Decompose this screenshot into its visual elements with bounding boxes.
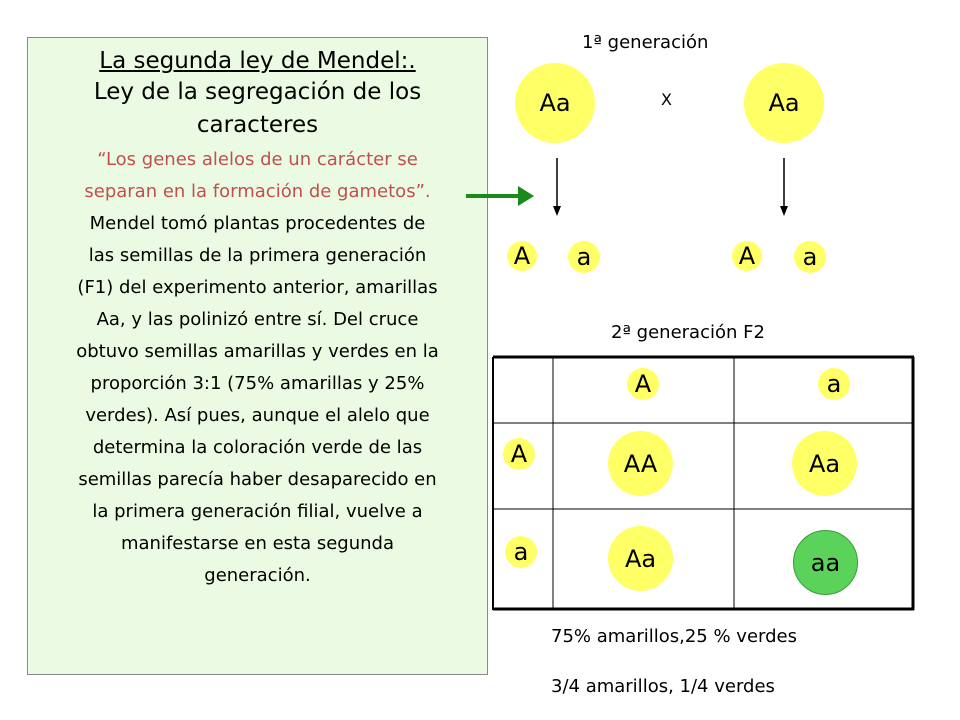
body-line: verdes). Así pues, aunque el alelo que <box>85 405 430 426</box>
body-line: generación. <box>204 565 311 586</box>
body-line: manifestarse en esta segunda <box>120 533 395 554</box>
title-line-1: La segunda ley de Mendel:. <box>99 48 416 74</box>
result-fraction: 3/4 amarillos, 1/4 verdes <box>551 676 775 697</box>
gen1-label: 1ª generación <box>582 32 709 53</box>
cell-circle-Aa: Aa <box>792 431 857 496</box>
body-line: proporción 3:1 (75% amarillas y 25% <box>90 373 425 394</box>
title-line-3: caracteres <box>196 112 319 138</box>
title-line-2: Ley de la segregación de los <box>93 79 422 105</box>
result-percent: 75% amarillos,25 % verdes <box>551 626 797 647</box>
col-header-circle: a <box>818 368 850 400</box>
body-line: la primera generación filial, vuelve a <box>92 501 423 522</box>
cell-circle-aa: aa <box>793 530 858 595</box>
cell-circle-Aa: Aa <box>608 526 673 591</box>
quote-line-2: separan en la formación de gametos”. <box>84 181 431 202</box>
gamete-circle: A <box>507 241 537 271</box>
body-line: determina la coloración verde de las <box>92 437 423 458</box>
green-arrow-head <box>518 186 534 206</box>
col-header-circle: A <box>627 368 659 400</box>
row-header-circle: A <box>503 438 535 470</box>
gamete-circle: a <box>794 241 826 273</box>
quote-line-1: “Los genes alelos de un carácter se <box>97 149 418 170</box>
cell-circle-AA: AA <box>608 431 673 496</box>
body-line: (F1) del experimento anterior, amarillas <box>77 277 438 298</box>
body-line: semillas parecía haber desaparecido en <box>78 469 437 490</box>
gen2-label: 2ª generación F2 <box>611 322 765 343</box>
parent-right-circle: Aa <box>744 63 824 143</box>
row-header-circle: a <box>505 536 537 568</box>
cross-symbol: X <box>661 90 672 109</box>
parent-left-circle: Aa <box>515 63 595 143</box>
body-line: las semillas de la primera generación <box>88 245 427 266</box>
body-line: Aa, y las polinizó entre sí. Del cruce <box>96 309 419 330</box>
body-line: obtuvo semillas amarillas y verdes en la <box>76 341 439 362</box>
gamete-circle: a <box>568 241 600 273</box>
body-line: Mendel tomó plantas procedentes de <box>89 213 426 234</box>
gamete-circle: A <box>732 241 762 271</box>
